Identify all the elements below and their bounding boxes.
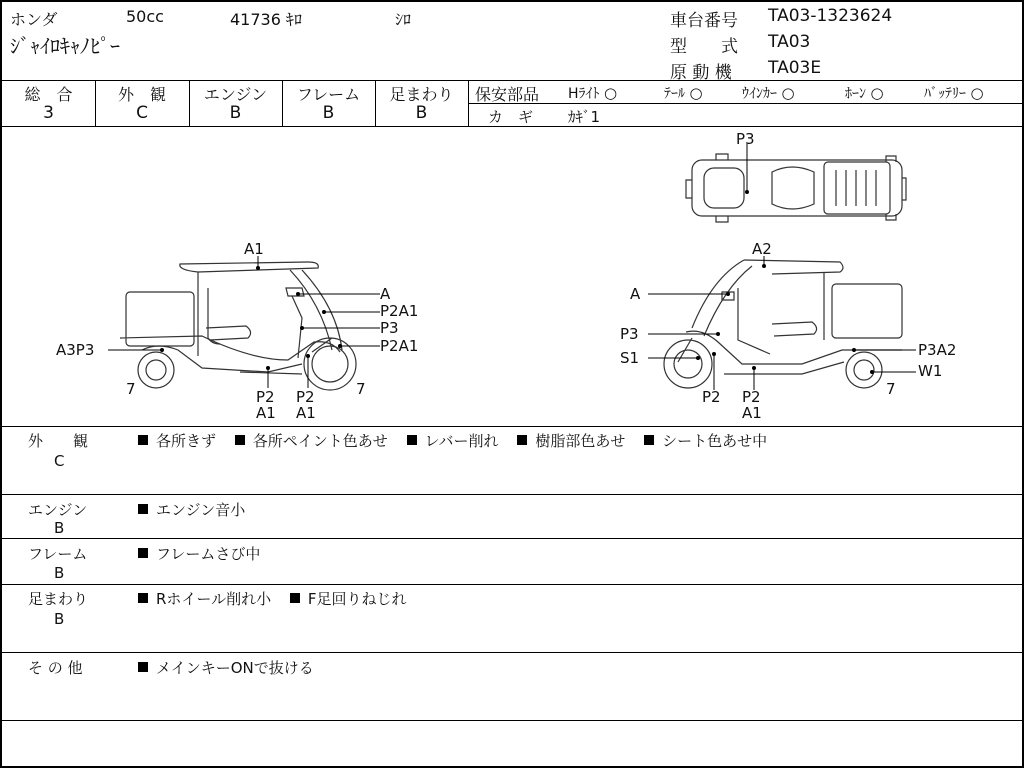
- chassis-number: TA03-1323624: [768, 6, 893, 26]
- grade-exterior-label: 外 観: [117, 85, 166, 104]
- displacement: 50cc: [126, 7, 164, 26]
- remark-frame-grade: B: [54, 564, 65, 582]
- damage-label: A3P3: [56, 341, 95, 359]
- remark-suspension-grade: B: [54, 610, 65, 628]
- bullet-icon: [517, 435, 527, 445]
- leader-lines-left: [108, 256, 380, 388]
- grade-exterior-value: C: [136, 103, 148, 123]
- chassis-label: 車台番号: [670, 11, 738, 31]
- safety-item: ｳｲﾝｶｰ ○: [742, 84, 795, 102]
- damage-points: [160, 190, 874, 374]
- remark-engine-label: エンジン: [28, 501, 88, 519]
- type-value: TA03: [768, 32, 811, 52]
- safety-item: Hﾗｲﾄ ○: [568, 84, 618, 102]
- bullet-icon: [138, 662, 148, 672]
- grade-engine-value: B: [229, 103, 242, 123]
- engine-label: 原 動 機: [670, 63, 732, 83]
- divider: [2, 80, 1024, 81]
- damage-label: P3: [620, 325, 639, 343]
- bullet-icon: [290, 593, 300, 603]
- remark-frame-items: フレームさび中: [136, 543, 272, 564]
- damage-label: 7: [356, 380, 366, 398]
- engine-value: TA03E: [768, 58, 822, 78]
- remark-engine-grade: B: [54, 519, 65, 537]
- ok-mark-icon: ○: [781, 84, 795, 102]
- remark-other-items: メインキーONで抜ける: [136, 657, 326, 678]
- right-side-view: [664, 260, 902, 388]
- damage-label: 7: [126, 380, 136, 398]
- damage-label: P2A1: [380, 337, 419, 355]
- model-name: ｼﾞｬｲﾛｷｬﾉﾋﾟｰ: [10, 34, 120, 58]
- remark-frame-label: フレーム: [28, 545, 88, 563]
- damage-label: A2: [752, 240, 772, 258]
- grade-total-label: 総 合: [24, 85, 73, 104]
- vehicle-diagram-svg: [2, 128, 1024, 426]
- bullet-icon: [235, 435, 245, 445]
- left-side-view: [120, 262, 356, 390]
- damage-label: P3: [736, 130, 755, 148]
- bullet-icon: [138, 435, 148, 445]
- grade-frame-label: フレーム: [296, 85, 361, 104]
- key-value: ｶｷﾞ1: [568, 108, 601, 126]
- bullet-icon: [138, 593, 148, 603]
- safety-item: ﾃｰﾙ ○: [664, 84, 703, 102]
- damage-label: A: [630, 285, 641, 303]
- grade-total-value: 3: [43, 103, 54, 123]
- remark-engine-items: エンジン音小: [136, 499, 257, 520]
- ok-mark-icon: ○: [970, 84, 984, 102]
- remark-exterior-items: 各所きず 各所ペイント色あせ レバー削れ 樹脂部色あせ シート色あせ中: [136, 430, 779, 451]
- damage-label: A1: [742, 404, 762, 422]
- bullet-icon: [407, 435, 417, 445]
- safety-label: 保安部品: [475, 85, 540, 104]
- body-color: ｼﾛ: [395, 10, 412, 29]
- damage-label: P2: [702, 388, 721, 406]
- damage-label: A1: [256, 404, 276, 422]
- damage-label: 7: [886, 380, 896, 398]
- safety-item: ﾎｰﾝ ○: [845, 84, 884, 102]
- grade-engine-label: エンジン: [203, 85, 268, 104]
- ok-mark-icon: ○: [689, 84, 703, 102]
- damage-label: P2: [256, 388, 275, 406]
- damage-label: A1: [296, 404, 316, 422]
- damage-label: W1: [918, 362, 943, 380]
- bullet-icon: [138, 548, 148, 558]
- remark-other-label: そ の 他: [28, 659, 83, 677]
- damage-label: P2: [296, 388, 315, 406]
- maker: ホンダ: [10, 10, 58, 29]
- remark-exterior-grade: C: [54, 452, 65, 470]
- top-view: [686, 154, 906, 222]
- ok-mark-icon: ○: [603, 84, 618, 102]
- damage-label: S1: [620, 349, 640, 367]
- ok-mark-icon: ○: [870, 84, 884, 102]
- damage-label: P2A1: [380, 302, 419, 320]
- damage-label: P3A2: [918, 341, 957, 359]
- damage-label: A: [380, 285, 391, 303]
- type-label: 型 式: [670, 37, 738, 57]
- bullet-icon: [644, 435, 654, 445]
- key-label: カ ギ: [488, 108, 534, 126]
- remark-suspension-label: 足まわり: [28, 590, 89, 608]
- safety-item: ﾊﾞｯﾃﾘｰ ○: [924, 84, 984, 102]
- grade-suspension-label: 足まわり: [389, 85, 454, 104]
- damage-label: A1: [244, 240, 264, 258]
- grade-suspension-value: B: [415, 103, 428, 123]
- damage-label: P2: [742, 388, 761, 406]
- mileage: 41736 ｷﾛ: [230, 10, 302, 29]
- grade-frame-value: B: [322, 103, 335, 123]
- bullet-icon: [138, 504, 148, 514]
- remark-suspension-items: Rホイール削れ小 F足回りねじれ: [136, 588, 419, 609]
- damage-label: P3: [380, 319, 399, 337]
- damage-diagram: [2, 128, 1024, 426]
- remark-exterior-label: 外 観: [28, 432, 89, 450]
